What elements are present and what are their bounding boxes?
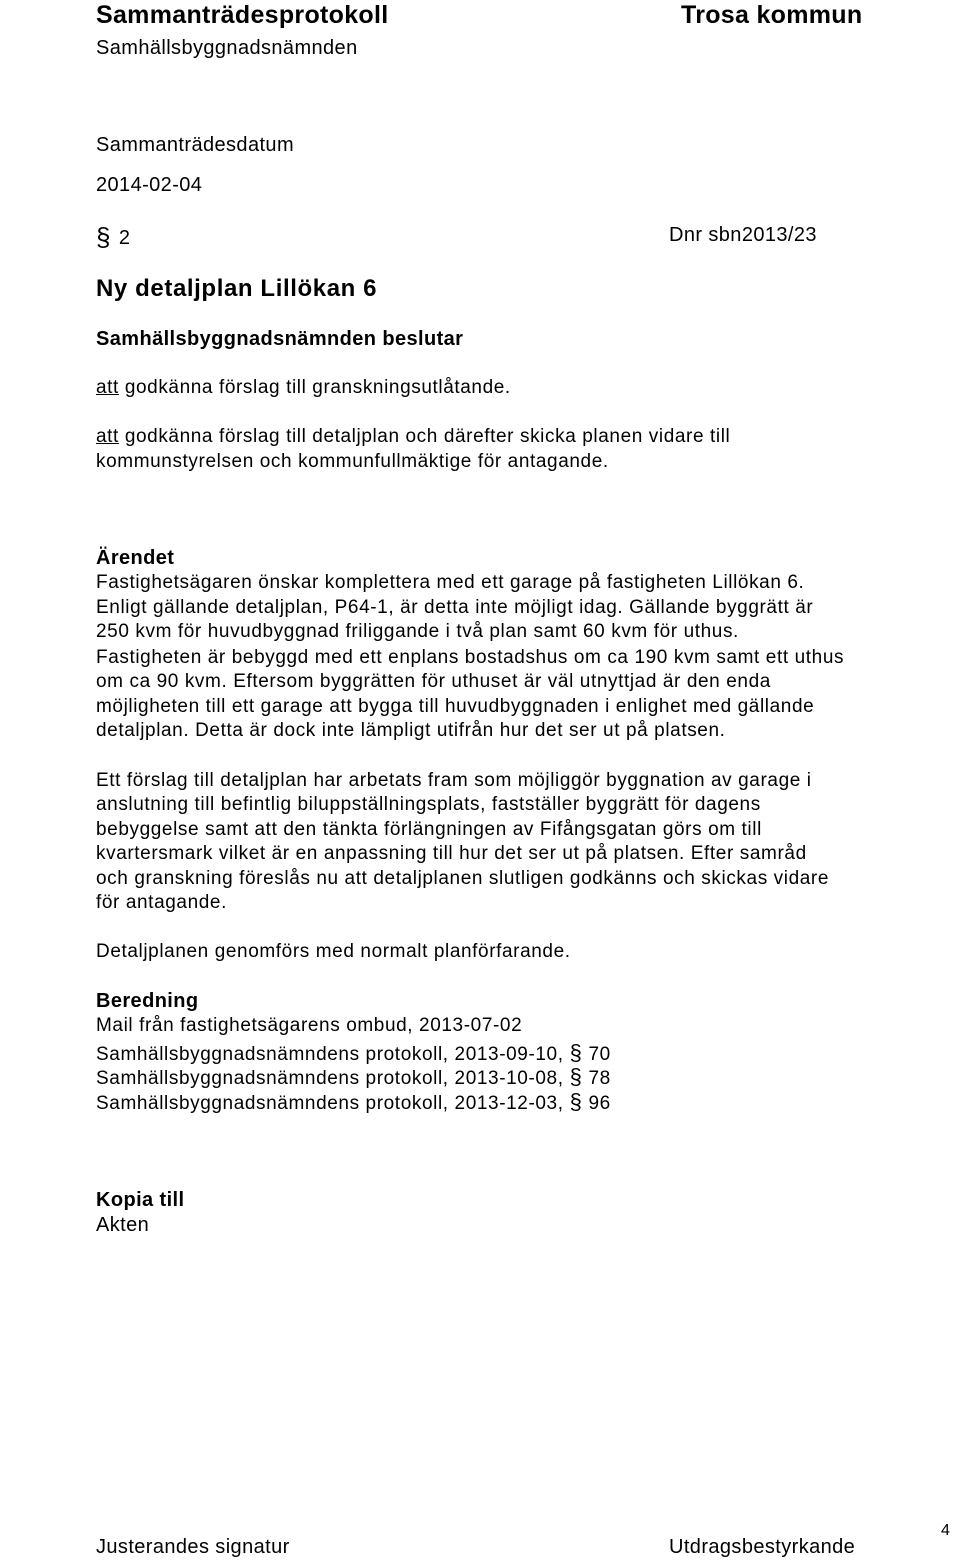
section-symbol: §	[569, 1064, 583, 1089]
matter-para2-line: för antagande.	[96, 892, 227, 913]
preparation-line: Mail från fastighetsägarens ombud, 2013-07-02	[96, 1015, 523, 1036]
page-number: 4	[941, 1522, 950, 1539]
footer-signature-label: Justerandes signatur	[96, 1536, 290, 1558]
matter-heading: Ärendet	[96, 547, 175, 569]
matter-para3: Detaljplanen genomförs med normalt planförfarande.	[96, 941, 571, 962]
section-symbol: §	[96, 222, 111, 252]
document-type: Sammanträdesprotokoll	[96, 1, 389, 29]
copy-to-heading: Kopia till	[96, 1189, 185, 1211]
item-title: Ny detaljplan Lillökan 6	[96, 275, 378, 302]
section-symbol: §	[569, 1040, 583, 1065]
decision-item-text: godkänna förslag till detaljplan och därefter skicka planen vidare till	[118, 426, 731, 447]
dnr: Dnr sbn2013/23	[669, 224, 817, 246]
decision-heading: Samhällsbyggnadsnämnden beslutar	[96, 328, 464, 350]
matter-line: möjligheten till ett garage att bygga till huvudbyggnaden i enlighet med gällande	[96, 696, 815, 717]
preparation-entry-text: Samhällsbyggnadsnämndens protokoll, 2013-10-08,	[96, 1068, 564, 1089]
preparation-entry-num: 96	[588, 1093, 611, 1114]
matter-para2-line: anslutning till befintlig biluppställningsplats, fastställer byggrätt för dagens	[96, 794, 761, 815]
decision-item-continuation: kommunstyrelsen och kommunfullmäktige för antagande.	[96, 451, 609, 472]
preparation-entry-text: Samhällsbyggnadsnämndens protokoll, 2013-09-10,	[96, 1044, 564, 1065]
preparation-entry-text: Samhällsbyggnadsnämndens protokoll, 2013-12-03,	[96, 1093, 564, 1114]
matter-line: detaljplan. Detta är dock inte lämpligt utifrån hur det ser ut på platsen.	[96, 720, 726, 741]
preparation-entry	[96, 1064, 611, 1090]
preparation-entry	[96, 1089, 611, 1115]
matter-para2-line: och granskning föreslås nu att detaljplanen slutligen godkänns och skickas vidare	[96, 868, 830, 889]
decision-item	[96, 426, 730, 448]
matter-line: 250 kvm för huvudbyggnad friliggande i två plan samt 60 kvm för uthus.	[96, 621, 739, 642]
meeting-date: 2014-02-04	[96, 174, 203, 196]
matter-para2-line: bebyggelse samt att den tänkta förlängningen av Fifångsgatan görs om till	[96, 819, 762, 840]
decision-item-text: godkänna förslag till granskningsutlåtande.	[118, 377, 511, 398]
matter-para2-line: kvartersmark vilket är en anpassning till hur det ser ut på platsen. Efter samråd	[96, 843, 807, 864]
municipality-name: Trosa kommun	[681, 1, 863, 29]
section-symbol: §	[569, 1089, 583, 1114]
item-number-value: 2	[118, 227, 131, 249]
meeting-date-label: Sammanträdesdatum	[96, 134, 295, 156]
item-number	[96, 220, 130, 251]
preparation-entry	[96, 1040, 611, 1066]
att-keyword: att	[96, 426, 119, 447]
matter-para2-line: Ett förslag till detaljplan har arbetats fram som möjliggör byggnation av garage i	[96, 770, 812, 791]
matter-line: Enligt gällande detaljplan, P64-1, är detta inte möjligt idag. Gällande byggrätt är	[96, 597, 814, 618]
preparation-entry-num: 70	[588, 1044, 611, 1065]
decision-item	[96, 377, 511, 399]
matter-line: om ca 90 kvm. Eftersom byggrätten för uthuset är väl utnyttjad är den enda	[96, 671, 771, 692]
footer-certification-label: Utdragsbestyrkande	[669, 1536, 856, 1558]
preparation-entry-num: 78	[588, 1068, 611, 1089]
matter-line: Fastigheten är bebyggd med ett enplans bostadshus om ca 190 kvm samt ett uthus	[96, 647, 845, 668]
matter-line: Fastighetsägaren önskar komplettera med ett garage på fastigheten Lillökan 6.	[96, 572, 805, 593]
att-keyword: att	[96, 377, 119, 398]
copy-to-recipient: Akten	[96, 1214, 150, 1236]
preparation-heading: Beredning	[96, 990, 199, 1012]
committee-name: Samhällsbyggnadsnämnden	[96, 37, 358, 59]
